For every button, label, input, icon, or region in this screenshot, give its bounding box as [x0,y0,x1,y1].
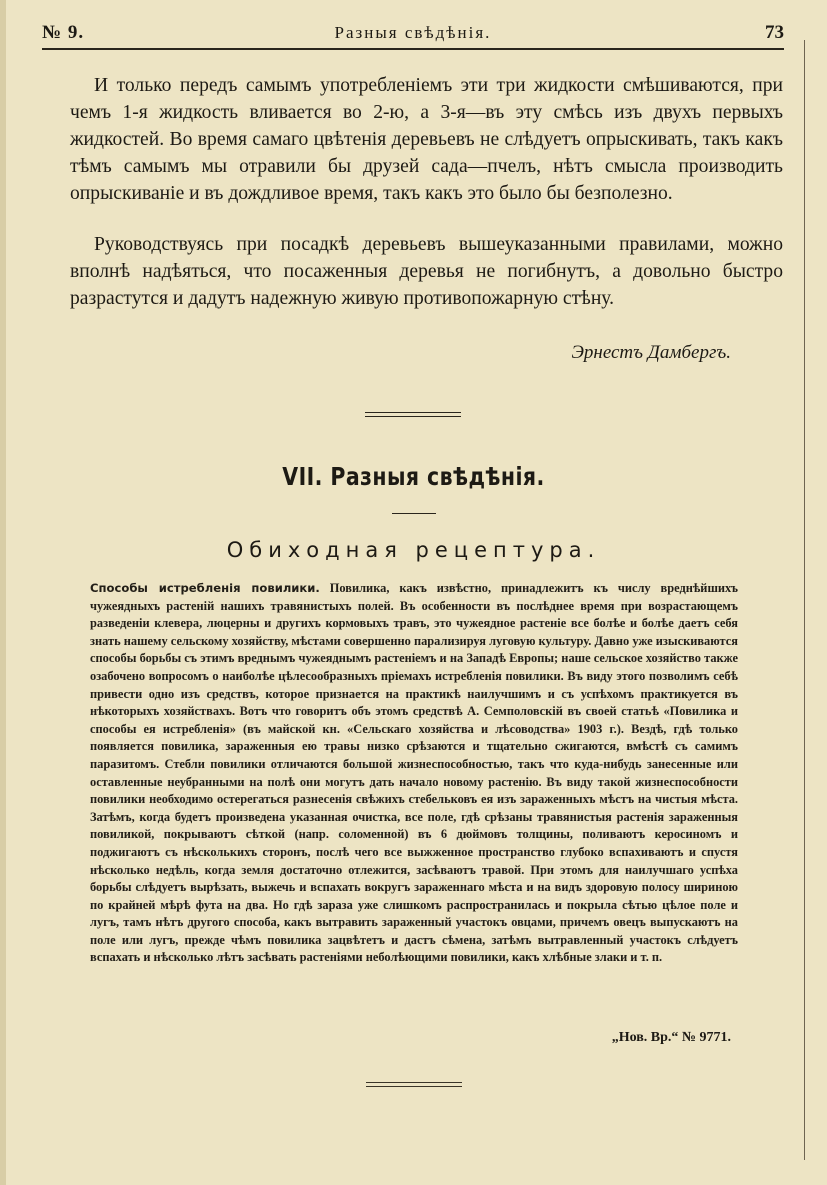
recipe-lead: Способы истребленія повилики. [90,581,320,595]
header-rule [42,48,784,50]
section-subtitle: Обиходная рецептура. [226,538,601,562]
recipe-body: Повилика, какъ извѣстно, принадлежитъ къ числу вреднѣйшихъ чужеядныхъ растеній нашихъ травянистыхъ полей. Въ особенности въ послѣднее время при возрастающемъ разведеніи клевера, люцерны и другихъ кормовыхъ травъ, это чужеядное растеніе все болѣе и болѣе даетъ себя знать нашему сельскому хозяйству, мѣстами совершенно парализируя луговую культуру. Давно уже изыскиваются способы борьбы съ этимъ вреднымъ чужеяднымъ растеніемъ и на Западѣ Европы; наше сельское хозяйство также озабочено вопросомъ о наиболѣе цѣлесообразныхъ пріемахъ истребленія повилики. Въ виду этого позволимъ себѣ привести одно изъ средствъ, которое признается на практикѣ наилучшимъ и съ успѣхомъ практикуется въ нѣкоторыхъ хозяйствахъ. Вотъ что говоритъ объ этомъ средствѣ А. Семполовскій въ своей статьѣ «Повилика и способы ея истребленія» (въ майской кн. «Сельскаго хозяйства и лѣсоводства» 1903 г.). Вездѣ, гдѣ только появляется повилика, зараженныя ею травы низко срѣзаются и тщательно сжигаются, вмѣстѣ съ самимъ паразитомъ. Стебли повилики отличаются большой жизнеспособностью, такъ что куда-нибудь занесенные или оставленные неубранными на полѣ они могутъ дать начало новому растенію. Въ виду такой жизнеспособности повилики необходимо остерегаться разнесенія свѣжихъ стебельковъ ея изъ зараженныхъ мѣстъ на чистыя мѣста. Затѣмъ, когда будетъ произведена указанная очистка, все поле, гдѣ срѣзаны травянистыя растенія зараженныя повиликой, покрываютъ сѣткой (напр. соломенной) въ 6 дюймовъ толщины, поливаютъ керосиномъ и поджигаютъ съ нѣсколькихъ сторонъ, послѣ чего все выжженное пространство глубоко вспахиваютъ и спустя нѣсколько недѣль, когда земля достаточно отлежится, засѣваютъ травой. При этомъ для наилучшаго успѣха борьбы слѣдуетъ вырѣзать, выжечь и вспахать вокругъ зараженнаго мѣста и на видъ здоровую полосу шириною по крайней мѣрѣ фута на два. Но гдѣ зараза уже слишкомъ распространилась и покрыла сѣтью цѣлое поле и лугъ, тамъ нѣтъ другого способа, какъ вытравить зараженный участокъ овцами, причемъ овецъ выпускаютъ на поле или лугъ, прежде чѣмъ повилика зацвѣтетъ и дастъ сѣмена, затѣмъ вытравленный участокъ слѣдуетъ вспахать и нѣсколько лѣтъ засѣвать растеніями неболѣющими повилики, какъ хлѣбные злаки и т. п. [90,581,738,965]
page-gutter-edge [0,0,6,1185]
section-title: VII. Разныя свѣдѣнія. [282,462,545,491]
margin-rule [804,40,805,1160]
section-divider [365,412,461,417]
article-paragraph-2: Руководствуясь при посадкѣ деревьевъ вышеуказанными правилами, можно вполнѣ надѣяться, что посаженныя деревья не погибнутъ, а довольно быстро разрастутся и дадутъ надежную живую противопожарную стѣну. [70,234,783,309]
recipe-paragraph [90,580,738,967]
page-number: 73 [765,22,784,43]
running-title: Разныя свѣдѣнія. [334,23,492,42]
title-underline [392,513,436,514]
source-citation: „Нов. Вр.“ № 9771. [611,1030,731,1045]
author-signature: Эрнестъ Дамбергъ. [571,342,731,363]
issue-number: № 9. [42,22,85,43]
article-paragraph-1: И только передъ самымъ употребленіемъ эти три жидкости смѣшиваются, при чемъ 1-я жидкость вливается во 2-ю, а 3-я—въ эту смѣсь изъ двухъ первыхъ жидкостей. Во время самаго цвѣтенія деревьевъ не слѣдуетъ опрыскивать, такъ какъ тѣмъ самымъ мы отравили бы друзей сада—пчелъ, нѣтъ смысла производить опрыскиваніе и въ дождливое время, такъ какъ это было бы безполезно. [70,75,783,204]
running-header [42,18,784,48]
end-divider [366,1082,462,1087]
